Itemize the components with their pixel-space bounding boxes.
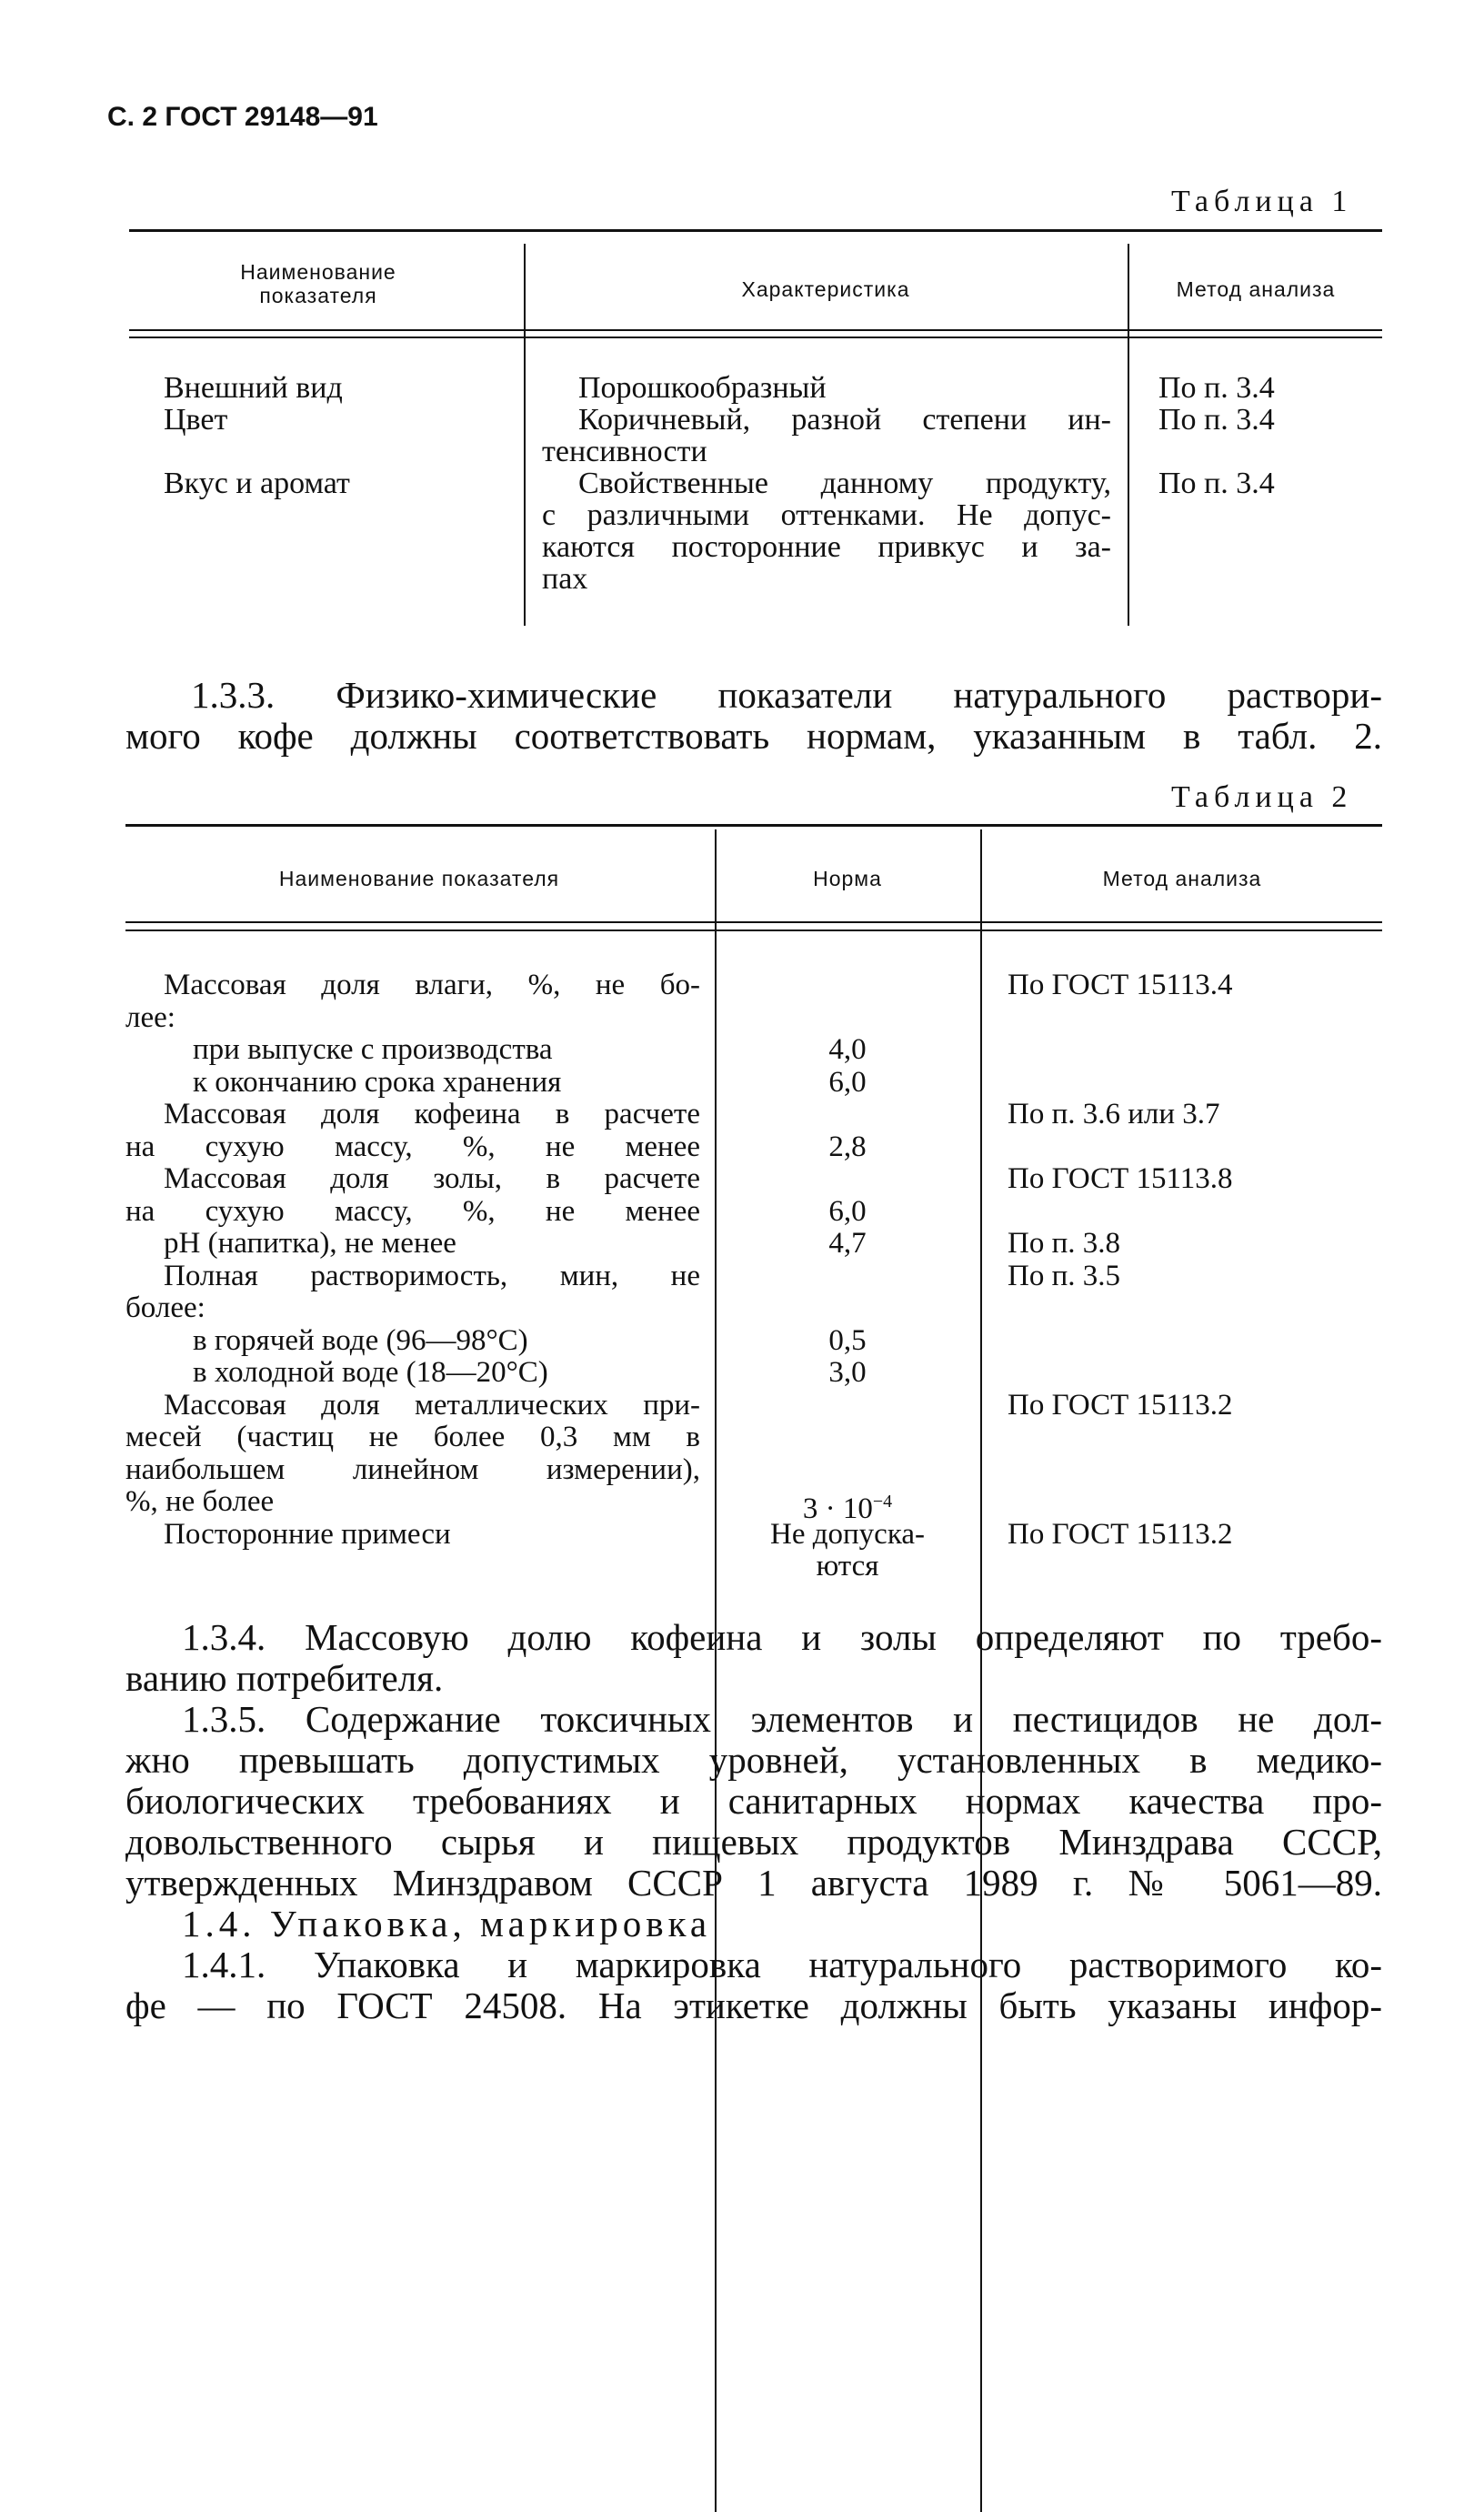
para-1-3-5-line: жно превышать допустимых уровней, установленных в медико- [125,1739,1382,1781]
table2-line-norm-value: 4,7 [828,1227,867,1260]
table1-row-name: Внешний вид [164,371,343,405]
table2-line-name: Полная растворимость, мин, не [164,1260,700,1292]
table2-line-norm-value: ются [816,1550,879,1583]
para-1-3-5-line: 1.3.5. Содержание токсичных элементов и пестицидов не дол- [182,1698,1382,1740]
table2-line-method: По ГОСТ 15113.2 [1008,1518,1233,1551]
table1-row-method: По п. 3.4 [1158,403,1275,437]
table1-row-char-cont: каются посторонние привкус и за- [542,530,1111,564]
table2-line-norm [717,1228,978,1260]
table1-header-char: Характеристика [741,277,910,301]
table2-line-name: более: [125,1291,206,1324]
table2-line-norm [717,1196,978,1228]
table1-row-method: По п. 3.4 [1158,467,1275,500]
para-1-4-1-line: фе — по ГОСТ 24508. На этикетке должны быть указаны инфор- [125,1984,1382,2026]
table1-caption: Таблица 1 [1171,185,1353,218]
table2-line-name: при выпуске с производства [193,1033,553,1066]
table2-line-norm-value: 4,0 [828,1033,867,1066]
table1-row-name: Вкус и аромат [164,467,350,500]
table2-line-name: в горячей воде (96—98°С) [193,1324,528,1357]
table2-top-rule [125,824,1382,827]
para-1-3-4-line: ванию потребителя. [125,1657,444,1699]
table2-line-method: По ГОСТ 15113.8 [1008,1162,1233,1195]
para-1-3-5-line: утвержденных Минздравом СССР 1 августа 1989 г. № 5061—89. [125,1862,1382,1904]
table1-header-rule-2 [129,337,1382,338]
table2-line-name: %, не более [125,1485,275,1518]
table2-line-name: на сухую массу, %, не менее [125,1130,700,1163]
table2-line-name: на сухую массу, %, не менее [125,1195,700,1228]
table1-row-char: Свойственные данному продукту, [578,467,1111,500]
table2-line-norm-value: 3,0 [828,1356,867,1389]
table2-line-norm-value: 6,0 [828,1066,867,1099]
table2-header-norm: Норма [813,867,882,890]
table1-row-name: Цвет [164,403,228,437]
table2-line-name: к окончанию срока хранения [193,1066,562,1099]
table2-line-name: лее: [125,1001,175,1034]
table1-header-name [209,260,427,307]
table2-header-name: Наименование показателя [278,867,560,890]
table2-line-norm [717,1131,978,1163]
table2-line-name: pH (напитка), не менее [164,1227,456,1260]
table1-header-method: Метод анализа [1176,277,1336,301]
table2-line-norm-value: 2,8 [828,1130,867,1163]
table2-line-method: По п. 3.8 [1008,1227,1120,1260]
table1-top-rule [129,229,1382,232]
page-header: С. 2 ГОСТ 29148—91 [107,102,378,132]
table1-header-rule-1 [129,329,1382,331]
para-1-3-3-line: мого кофе должны соответствовать нормам, указанным в табл. 2. [125,715,1382,757]
table2-header-method: Метод анализа [1102,867,1262,890]
table2-line-name: Массовая доля металлических при- [164,1389,700,1422]
table2-line-norm-value: 6,0 [828,1195,867,1228]
table2-line-name: Массовая доля кофеина в расчете [164,1098,700,1130]
para-1-3-3-line: 1.3.3. Физико-химические показатели натурального раствори- [191,674,1382,716]
table2-line-name: наибольшем линейном измерении), [125,1453,700,1486]
table2-line-norm-value: 0,5 [828,1324,867,1357]
table2-line-name: месей (частиц не более 0,3 мм в [125,1421,700,1453]
section-1-4-title: 1.4. Упаковка, маркировка [182,1903,712,1944]
table1-row-char: Порошкообразный [578,371,827,405]
table1-header-name-text: Наименование показателя [240,260,396,307]
table2-line-name: Посторонние примеси [164,1518,451,1551]
table2-header-rule-1 [125,921,1382,923]
table2-header-rule-2 [125,929,1382,931]
table2-line-method: По п. 3.5 [1008,1260,1120,1292]
para-1-3-5-line: биологических требованиях и санитарных нормах качества про- [125,1780,1382,1822]
table1-row-char-cont: с различными оттенками. Не допус- [542,498,1111,532]
table2-line-norm [717,1325,978,1357]
para-1-3-4-line: 1.3.4. Массовую долю кофеина и золы определяют по требо- [182,1616,1382,1658]
table2-line-method: По ГОСТ 15113.2 [1008,1389,1233,1422]
table2-line-norm [717,1551,978,1583]
para-1-4-1-line: 1.4.1. Упаковка и маркировка натурального растворимого ко- [182,1944,1382,1985]
table2-col-divider-2 [980,829,982,2512]
table1-row-char-cont: тенсивности [542,435,707,468]
para-1-3-5-line: довольственного сырья и пищевых продуктов Минздрава СССР, [125,1821,1382,1863]
table1-row-method: По п. 3.4 [1158,371,1275,405]
table2-line-name: в холодной воде (18—20°С) [193,1356,548,1389]
table1-row-char: Коричневый, разной степени ин- [578,403,1111,437]
table2-line-norm-exponent: −4 [872,1492,893,1512]
table2-line-norm-value: Не допуска- [770,1518,925,1551]
table2-line-norm [717,1357,978,1389]
table2-line-norm [717,1067,978,1099]
table2-line-method: По ГОСТ 15113.4 [1008,969,1233,1001]
table2-caption: Таблица 2 [1171,780,1353,814]
table2-line-name: Массовая доля золы, в расчете [164,1162,700,1195]
table2-line-method: По п. 3.6 или 3.7 [1008,1098,1220,1130]
table1-row-char-cont: пах [542,562,588,596]
table2-line-norm [717,1034,978,1066]
table2-line-name: Массовая доля влаги, %, не бо- [164,969,700,1001]
table2-line-norm [717,1519,978,1551]
table2-line-norm-value: 3 · 10 [802,1492,873,1525]
